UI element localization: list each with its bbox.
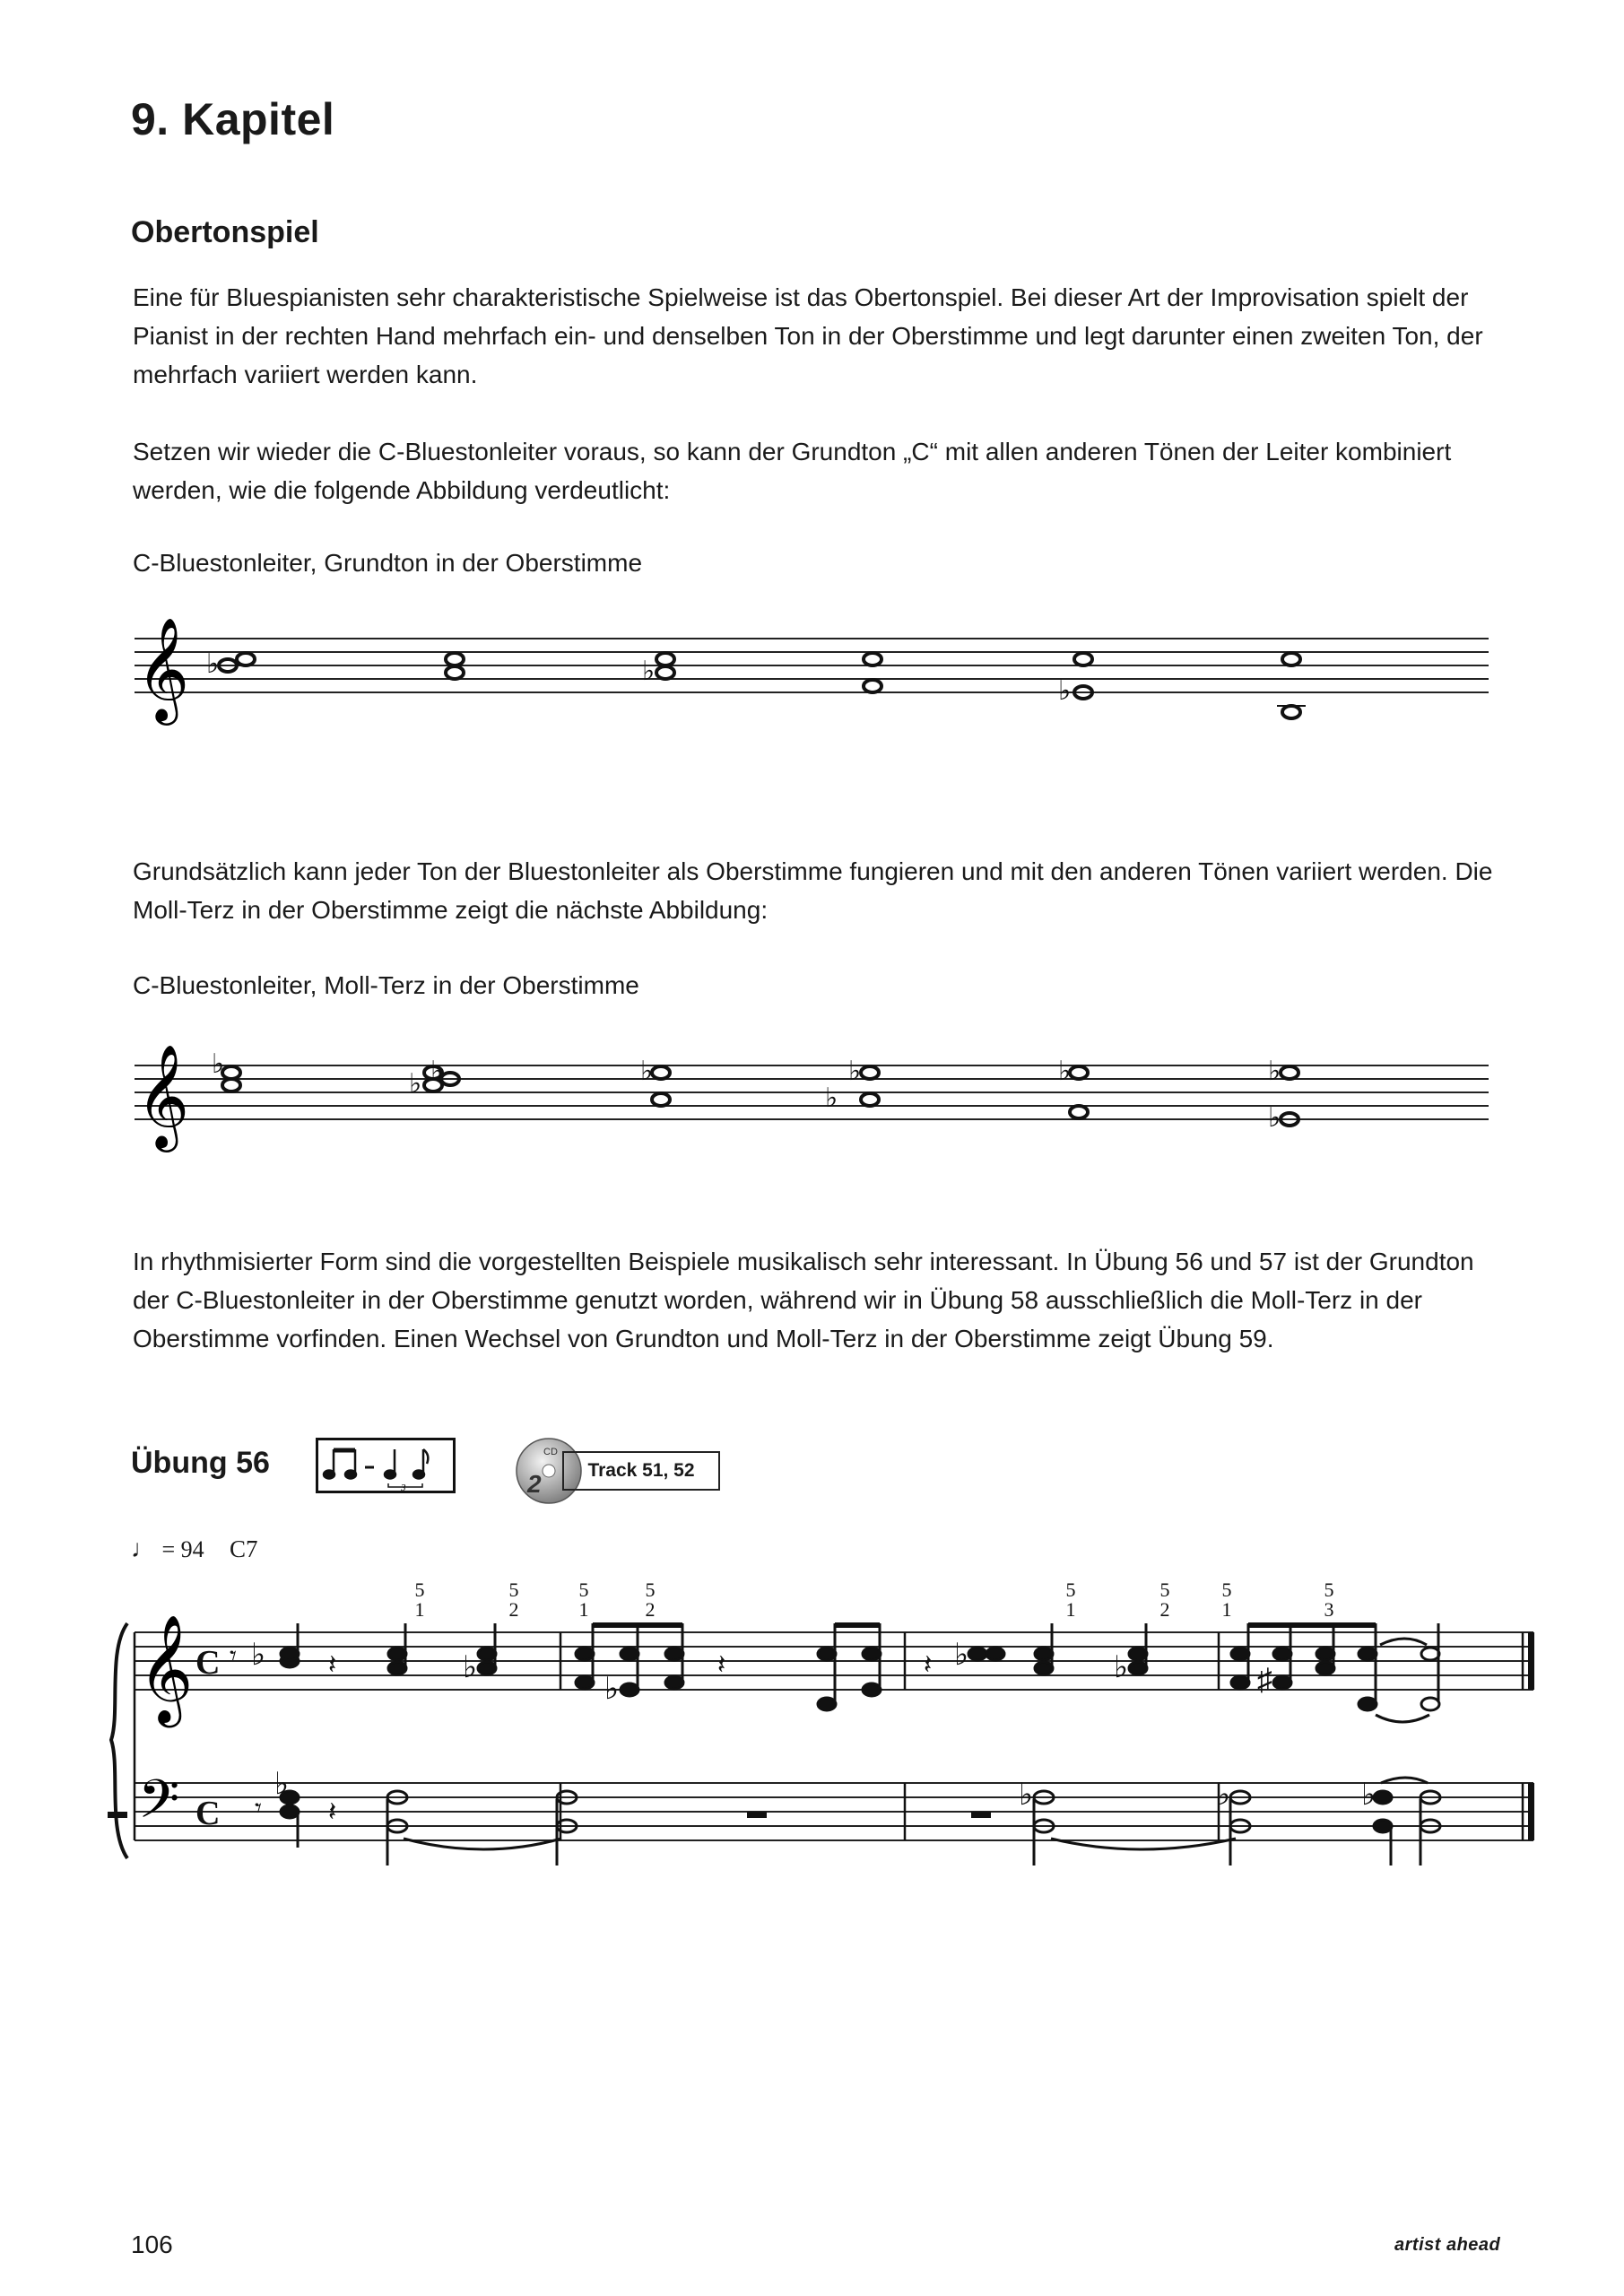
paragraph-c-bluestonleiter: Setzen wir wieder die C-Bluestonleiter voraus, so kann der Grundton „C“ mit allen anderen Tönen der Leiter kombiniert werden, wie die folgende Abbildung verdeutlicht: xyxy=(133,438,1452,504)
svg-text:♭: ♭ xyxy=(1361,1779,1376,1812)
fingering: 5 xyxy=(1065,1578,1076,1601)
svg-text:𝄽: 𝄽 xyxy=(717,1650,726,1680)
figure2-staff xyxy=(135,1030,1498,1164)
chapter-title: 9. Kapitel xyxy=(131,94,335,144)
figure1-staff xyxy=(135,610,1498,744)
svg-text:♭: ♭ xyxy=(251,1639,266,1672)
svg-text:♭: ♭ xyxy=(848,1057,862,1086)
svg-text:♭: ♭ xyxy=(1114,1651,1129,1684)
svg-text:♭: ♭ xyxy=(825,1083,838,1113)
fingering: 1 xyxy=(1221,1598,1232,1621)
svg-text:♭: ♭ xyxy=(1058,676,1072,706)
fingering: 5 xyxy=(414,1578,425,1601)
fingering: 2 xyxy=(1159,1598,1170,1621)
fingering: 1 xyxy=(414,1598,425,1621)
page-number: 106 xyxy=(131,2231,173,2258)
figure2-caption: C-Bluestonleiter, Moll-Terz in der Oberstimme xyxy=(133,971,639,999)
fingering: 5 xyxy=(508,1578,519,1601)
fingering: 1 xyxy=(578,1598,589,1621)
svg-text:♭: ♭ xyxy=(604,1673,620,1706)
fingering: 5 xyxy=(578,1578,589,1601)
cd-label: CD xyxy=(543,1447,558,1457)
fingering: 2 xyxy=(645,1598,656,1621)
fingering: 3 xyxy=(1324,1598,1334,1621)
paragraph-grundsatzlich: Grundsätzlich kann jeder Ton der Bluestonleiter als Oberstimme fungieren und mit den anderen Tönen variiert werden. Die Moll-Terz in der Oberstimme zeigt die nächste Abbildung: xyxy=(133,857,1493,924)
swing-rhythm-icon xyxy=(318,1440,453,1491)
fingering: 2 xyxy=(508,1598,519,1621)
svg-text:𝄽: 𝄽 xyxy=(924,1650,933,1680)
svg-text:♭: ♭ xyxy=(642,657,656,686)
svg-text:♭: ♭ xyxy=(463,1651,478,1684)
svg-text:𝄾: 𝄾 xyxy=(255,1794,262,1823)
tempo-value: = 94 xyxy=(161,1536,204,1562)
svg-text:♭: ♭ xyxy=(430,1057,444,1086)
grand-staff xyxy=(108,1614,1542,1883)
svg-text:♭: ♭ xyxy=(206,649,220,679)
quarter-note-icon: ♩ xyxy=(131,1535,156,1563)
svg-text:♭: ♭ xyxy=(1268,1057,1281,1086)
treble-clef-icon: 𝄞 xyxy=(138,1618,194,1721)
svg-text:𝄽: 𝄽 xyxy=(328,1650,337,1680)
fingering: 5 xyxy=(645,1578,656,1601)
brace xyxy=(111,1623,127,1858)
exercise-title: Übung 56 xyxy=(131,1446,270,1480)
time-signature: C xyxy=(195,1644,221,1682)
fingering: 5 xyxy=(1221,1578,1232,1601)
swing-rhythm-box xyxy=(316,1438,456,1493)
svg-text:♭: ♭ xyxy=(212,1049,225,1079)
treble-clef-icon: 𝄞 xyxy=(136,1047,190,1146)
tempo-marking xyxy=(131,1535,204,1564)
fingering: 5 xyxy=(1324,1578,1334,1601)
section-title: Obertonspiel xyxy=(131,215,319,249)
svg-text:♭: ♭ xyxy=(954,1639,969,1672)
fingering: 5 xyxy=(1159,1578,1170,1601)
figure1-caption: C-Bluestonleiter, Grundton in der Oberstimme xyxy=(133,549,643,577)
publisher-brand: artist ahead xyxy=(1394,2235,1501,2255)
treble-clef-icon: 𝄞 xyxy=(136,620,190,719)
svg-text:♭: ♭ xyxy=(1019,1779,1034,1812)
svg-text:3: 3 xyxy=(401,1483,406,1491)
paragraph-intro: Eine für Bluespianisten sehr charakteristische Spielweise ist das Obertonspiel. Bei dieser Art der Improvisation spielt der Pianist in der rechten Hand mehrfach ein- und denselben Ton in der Oberstimme und legt darunter einen zweiten Ton, der mehrfach variiert werden kann. xyxy=(133,283,1483,388)
fingering: 1 xyxy=(1065,1598,1076,1621)
svg-text:𝄽: 𝄽 xyxy=(328,1797,337,1827)
chord-symbol: C7 xyxy=(230,1535,258,1562)
svg-text:♭: ♭ xyxy=(1058,1057,1072,1086)
svg-text:♯: ♯ xyxy=(1257,1664,1272,1697)
cd-number: 2 xyxy=(527,1470,542,1498)
svg-text:𝄾: 𝄾 xyxy=(230,1641,237,1671)
svg-text:♭: ♭ xyxy=(274,1768,290,1801)
svg-text:♭: ♭ xyxy=(1268,1103,1281,1133)
bass-clef-icon: 𝄢 xyxy=(138,1770,180,1842)
track-label: Track 51, 52 xyxy=(587,1460,695,1481)
svg-text:♭: ♭ xyxy=(640,1057,654,1086)
svg-text:♭: ♭ xyxy=(1216,1779,1231,1812)
track-box xyxy=(562,1451,720,1491)
time-signature: C xyxy=(195,1795,221,1832)
paragraph-rhythmisiert: In rhythmisierter Form sind die vorgestellten Beispiele musikalisch sehr interessant. In Übung 56 und 57 ist der Grundton der C-Bluestonleiter in der Oberstimme genutzt worden, während wir in Übung 58 ausschließlich die Moll-Terz in der Oberstimme vorfinden. Einen Wechsel von Grundton und Moll-Terz in der Oberstimme zeigt Übung 59. xyxy=(133,1248,1474,1352)
svg-text:♭: ♭ xyxy=(409,1069,422,1099)
